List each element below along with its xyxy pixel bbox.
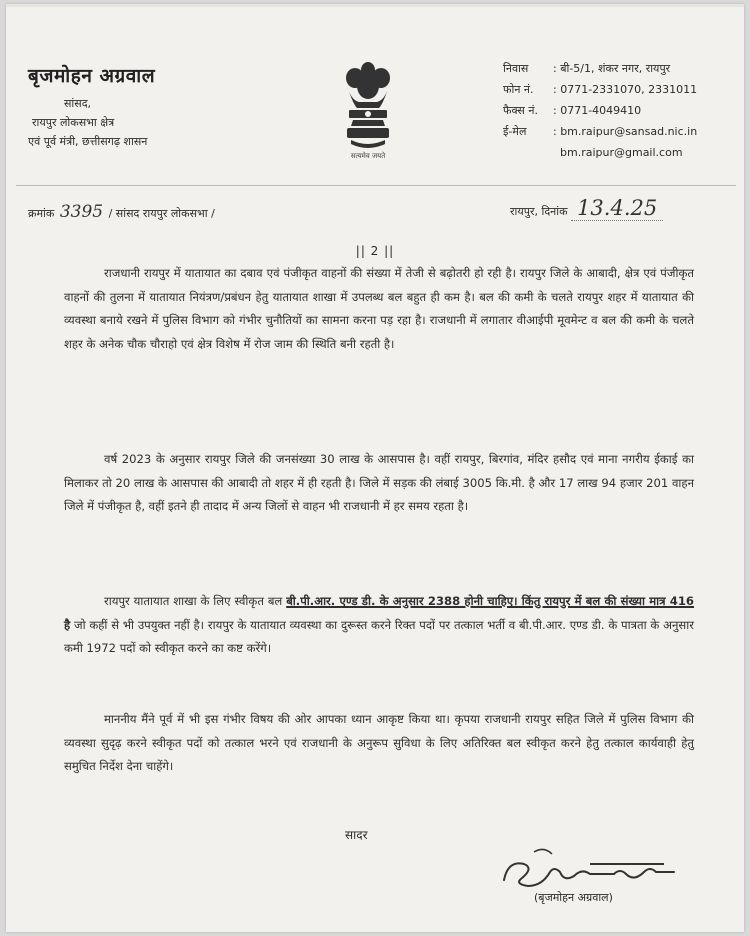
contact-value: : 0771-4049410 xyxy=(553,104,642,117)
reference-suffix: / सांसद रायपुर लोकसभा / xyxy=(108,207,215,220)
contact-value: : 0771-2331070, 2331011 xyxy=(553,83,698,96)
contact-fax xyxy=(503,100,697,121)
contact-block xyxy=(503,58,697,163)
contact-label: निवास xyxy=(503,62,529,75)
contact-email xyxy=(503,121,697,142)
reference-line xyxy=(28,202,215,222)
date-label: रायपुर, दिनांक xyxy=(510,205,568,218)
lion-capital-icon xyxy=(333,56,403,152)
sender-constituency: रायपुर लोकसभा क्षेत्र xyxy=(32,116,115,129)
contact-label: फोन नं. xyxy=(503,83,534,96)
contact-value: : bm.raipur@sansad.nic.in xyxy=(553,125,698,138)
date-value: 13.4.25 xyxy=(571,196,663,221)
emblem-motto: सत्यमेव जयते xyxy=(350,152,386,160)
letter-page xyxy=(6,4,744,932)
page-top-edge xyxy=(6,4,744,7)
body-paragraph-1: राजधानी रायपुर में यातायात का दबाव एवं पंजीकृत वाहनों की संख्या में तेजी से बढ़ोतरी हो रही है। रायपुर जिले के आबादी, क्षेत्र एवं पंजीकृत वाहनों की तुलना में यातायात नियंत्रण/प्रबंधन हेतु यातायात शाखा में उपलब्ध बल बहुत ही कम है। बल की कमी के चलते रायपुर शहर में यातायात की व्यवस्था बनाये रखने में पुलिस विभाग को गंभीर चुनौतियों का सामना करना पड़ रहा है। राजधानी में लगातार वीआईपी मूवमेन्ट व बल की कमी के चलते शहर के अनेक चौक चौराहो एवं क्षेत्र विशेष में रोज जाम की स्थिति बनी रहती है। xyxy=(64,266,694,351)
paragraph-text: रायपुर यातायात शाखा के लिए स्वीकृत बल xyxy=(104,594,287,608)
contact-residence xyxy=(503,58,697,79)
body-paragraph-4: माननीय मैंने पूर्व में भी इस गंभीर विषय की ओर आपका ध्यान आकृष्ट किया था। कृपया राजधानी रायपुर सहित जिले में पुलिस विभाग की व्यवस्था सुदृढ़ करने स्वीकृत पदों को तत्काल भरने एवं राजधानी के अनुरूप सुविधा के लिए अतिरिक्त बल स्वीकृत करने हेतु तत्काल कार्यवाही हेतु समुचित निर्देश देना चाहेंगे। xyxy=(64,712,694,773)
contact-email-secondary: bm.raipur@gmail.com xyxy=(560,146,683,159)
paragraph-text: जो कहीं से भी उपयुक्त नहीं है। रायपुर के यातायात व्यवस्था का दुरूस्त करने रिक्त पदों पर तत्काल भर्ती व बी.पी.आर. एण्ड डी. के पात्रता के अनुसार कमी 1972 पदों को स्वीकृत करने का कष्ट करेंगे। xyxy=(64,617,694,655)
letterhead-divider xyxy=(16,185,736,186)
page-number: || 2 || xyxy=(355,244,395,258)
reference-number: 3395 xyxy=(59,202,104,222)
contact-label: ई-मेल xyxy=(503,125,527,138)
contact-phone xyxy=(503,79,697,100)
sender-name: बृजमोहन अग्रवाल xyxy=(28,65,156,87)
underlined-text: बी.पी.आर. एण्ड डी. के अनुसार 2388 होनी चाहिए। किंतु रायपुर में बल की संख्या मात्र 416 है xyxy=(64,594,694,632)
date-line xyxy=(510,196,663,220)
signatory-name: (बृजमोहन अग्रवाल) xyxy=(534,891,613,904)
reference-prefix: क्रमांक xyxy=(28,207,55,220)
sender-title: सांसद, xyxy=(64,97,92,110)
sender-former-post: एवं पूर्व मंत्री, छत्तीसगढ़ शासन xyxy=(28,135,148,148)
closing-salutation: सादर xyxy=(345,828,368,842)
letterhead-left xyxy=(28,62,208,149)
body-paragraph-2: वर्ष 2023 के अनुसार रायपुर जिले की जनसंख्या 30 लाख के आसपास है। वहीं रायपुर, बिरगांव, मंदिर हसौद एवं माना नगरीय ईकाई का मिलाकर तो 20 लाख के आसपास की आबादी तो शहर में ही रहती है। जिले में सड़क की लंबाई 3005 कि.मी. है और 17 लाख 94 हजार 201 वाहन जिले में पंजीकृत है, वहीं इतने ही तादाद में अन्य जिलों से वाहन भी राजधानी में हर समय रहता है। xyxy=(64,452,694,513)
contact-value: : बी-5/1, शंकर नगर, रायपुर xyxy=(553,62,671,75)
national-emblem xyxy=(333,56,403,164)
body-paragraph-3 xyxy=(64,590,694,661)
contact-label: फैक्स नं. xyxy=(503,104,538,117)
